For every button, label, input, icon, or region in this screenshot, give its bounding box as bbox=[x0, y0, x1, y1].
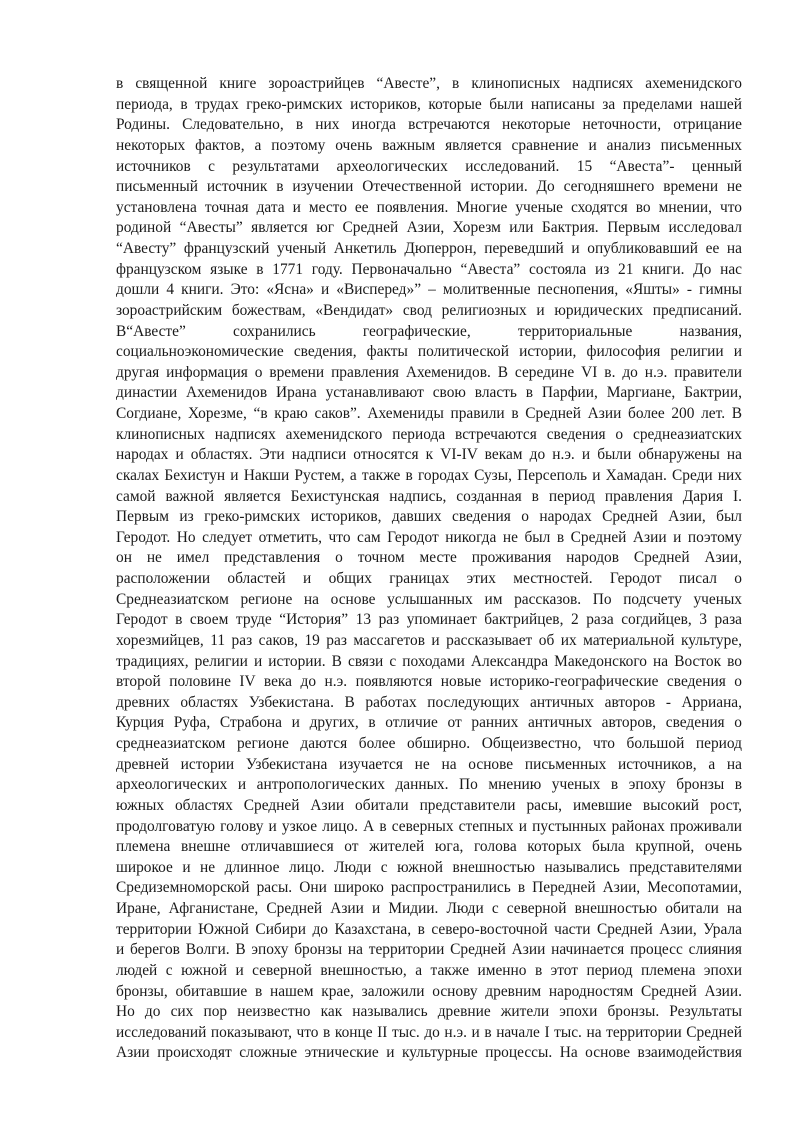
text-line: народах и областях. Эти надписи относятся к VI-IV векам до н.э. и были обнаружены на bbox=[116, 446, 742, 464]
text-line: Первым из греко-римских историков, давших сведения о народах Средней Азии, был bbox=[116, 508, 742, 526]
text-line: в священной книге зороастрийцев “Авесте”, в клинописных надписях ахеменидского bbox=[116, 75, 742, 92]
text-line: династии Ахеменидов Ирана устанавливают свою власть в Парфии, Маргиане, Бактрии, bbox=[116, 384, 742, 402]
text-line: широкое и не длинное лицо. Люди с южной внешностью назывались представителями bbox=[116, 858, 742, 876]
text-line: Среднеазиатском регионе на основе услышанных им рассказов. По подсчету ученых bbox=[116, 590, 742, 608]
text-line: Средиземноморской расы. Они широко распространились в Передней Азии, Месопотамии, bbox=[116, 879, 742, 897]
text-line: Азии происходят сложные этнические и культурные процессы. На основе взаимодействия bbox=[116, 1044, 742, 1062]
text-line: южных областях Средней Азии обитали представители расы, имевшие высокий рост, bbox=[116, 796, 742, 814]
text-line: Согдиане, Хорезме, “в краю саков”. Ахемениды правили в Средней Азии более 200 лет. В bbox=[116, 405, 742, 422]
text-line: источников с результатами археологических исследований. 15 “Авеста”- ценный bbox=[116, 157, 742, 175]
text-line: французском языке в 1771 году. Первоначально “Авеста” состояла из 21 книги. До нас bbox=[116, 260, 742, 278]
text-line: дошли 4 книги. Это: «Ясна» и «Висперед»” – молитвенные песнопения, «Яшты» - гимны bbox=[116, 281, 742, 299]
text-line: среднеазиатском регионе даются более обширно. Общеизвестно, что большой период bbox=[116, 735, 742, 752]
text-line: древних областях Узбекистана. В работах последующих античных авторов - Арриана, bbox=[116, 693, 742, 711]
text-line: второй половине IV века до н.э. появляются новые историко-географические сведения о bbox=[116, 673, 742, 691]
text-line: археологических и антропологических данных. По мнению ученых в эпоху бронзы в bbox=[116, 776, 742, 794]
text-line: письменный источник в изучении Отечественной истории. До сегодняшнего времени не bbox=[116, 178, 742, 196]
text-line: “Авесту” французский ученый Анкетиль Дюперрон, переведший и опубликовавший ее на bbox=[116, 240, 742, 257]
text-line: другая информация о времени правления Ахеменидов. В середине VI в. до н.э. правители bbox=[116, 363, 742, 381]
body-text bbox=[116, 74, 742, 1064]
text-line: традициях, религии и истории. В связи с походами Александра Македонского на Восток во bbox=[116, 652, 742, 670]
text-line: некоторых фактов, а поэтому очень важным является сравнение и анализ письменных bbox=[116, 136, 742, 154]
text-line: Родины. Следовательно, в них иногда встречаются некоторые неточности, отрицание bbox=[116, 116, 742, 134]
text-line: древней истории Узбекистана изучается не на основе письменных источников, а на bbox=[116, 755, 742, 773]
text-line: и берегов Волги. В эпоху бронзы на территории Средней Азии начинается процесс слияния bbox=[116, 941, 742, 959]
text-line: периода, в трудах греко-римских историков, которые были написаны за пределами нашей bbox=[116, 95, 742, 113]
text-line: хорезмийцев, 11 раз саков, 19 раз массагетов и рассказывает об их материальной культуре, bbox=[116, 631, 742, 649]
text-line: установлена точная дата и место ее появления. Многие ученые сходятся во мнении, что bbox=[116, 198, 742, 216]
text-line: Геродот. Но следует отметить, что сам Геродот никогда не был в Средней Азии и поэтому bbox=[116, 528, 742, 546]
text-line: продолговатую голову и узкое лицо. А в северных степных и пустынных районах проживали bbox=[116, 817, 742, 835]
text-line: клинописных надписях ахеменидского периода встречаются сведения о среднеазиатских bbox=[116, 425, 742, 443]
text-line: В“Авесте” сохранились географические, территориальные названия, bbox=[116, 322, 742, 340]
text-line: социальноэкономические сведения, факты политической истории, философия религии и bbox=[116, 343, 742, 361]
text-line: зороастрийским божествам, «Вендидат» свод религиозных и юридических предписаний. bbox=[116, 301, 742, 319]
text-line: племена внешне отличавшиеся от жителей юга, голова которых была крупной, очень bbox=[116, 838, 742, 856]
text-line: самой важной является Бехистунская надпись, созданная в период правления Дария I. bbox=[116, 487, 742, 505]
text-line: Иране, Афганистане, Средней Азии и Мидии. Люди с северной внешностью обитали на bbox=[116, 900, 742, 917]
text-line: родиной “Авесты” является юг Средней Азии, Хорезм или Бактрия. Первым исследовал bbox=[116, 219, 742, 237]
text-line: территории Южной Сибири до Казахстана, в северо-восточной части Средней Азии, Урала bbox=[116, 920, 742, 938]
text-line: бронзы, обитавшие в нашем крае, заложили основу древним народностям Средней Азии. bbox=[116, 982, 742, 1000]
text-line: исследований показывают, что в конце II тыс. до н.э. и в начале I тыс. на территории Средней bbox=[116, 1023, 742, 1041]
text-line: людей с южной и северной внешностью, а также именно в этот период племена эпохи bbox=[116, 961, 742, 979]
text-line: Курция Руфа, Страбона и других, в отличие от ранних античных авторов, сведения о bbox=[116, 714, 742, 732]
text-line: он не имел представления о точном месте проживания народов Средней Азии, bbox=[116, 549, 742, 567]
text-line: Но до сих пор неизвестно как назывались древние жители эпохи бронзы. Результаты bbox=[116, 1003, 742, 1021]
text-line: скалах Бехистун и Накши Рустем, а также в городах Сузы, Персеполь и Хамадан. Среди них bbox=[116, 466, 742, 484]
text-line: Геродот в своем труде “История” 13 раз упоминает бактрийцев, 2 раза согдийцев, 3 раза bbox=[116, 611, 742, 629]
text-line: расположении областей и общих границах этих местностей. Геродот писал о bbox=[116, 570, 742, 587]
